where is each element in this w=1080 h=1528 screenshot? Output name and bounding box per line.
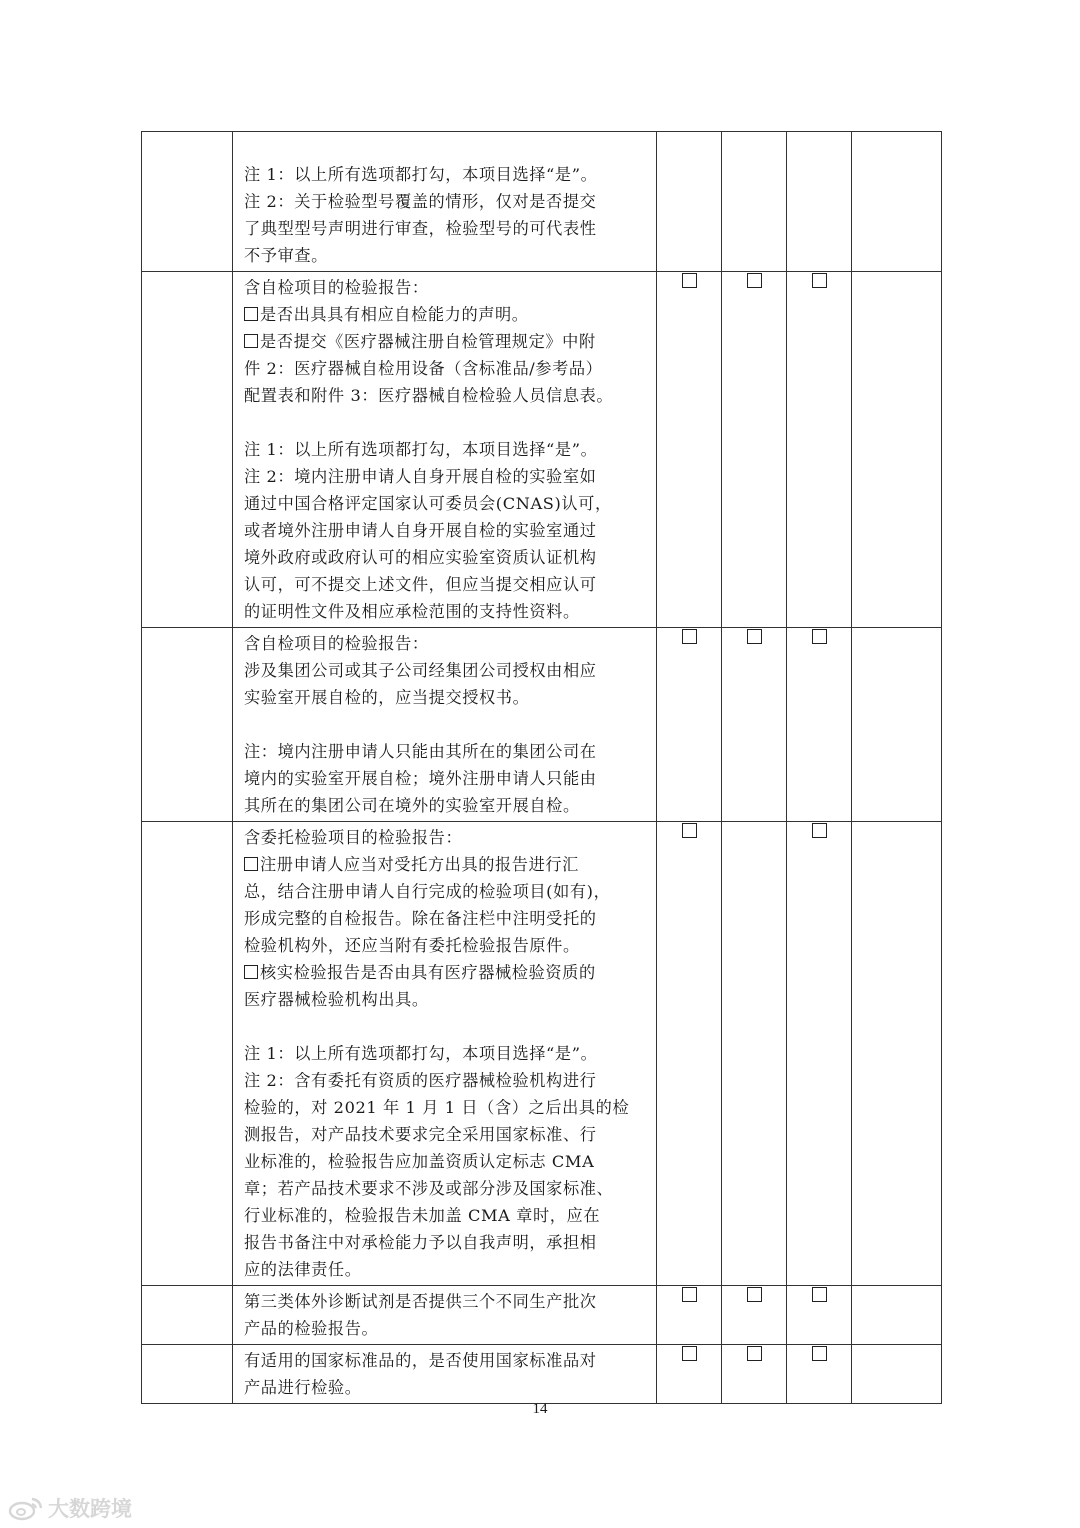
requirement-text: 形成完整的自检报告。除在备注栏中注明受托的: [244, 909, 597, 928]
requirement-line: [244, 1175, 647, 1202]
remarks-cell: [852, 1345, 942, 1404]
requirement-line: [244, 630, 647, 657]
remarks-cell: [852, 1286, 942, 1345]
requirement-text: 医疗器械检验机构出具。: [244, 990, 429, 1009]
checkbox[interactable]: [812, 1287, 827, 1302]
requirement-line: [244, 738, 647, 765]
requirement-text: 有适用的国家标准品的，是否使用国家标准品对: [244, 1351, 597, 1370]
no-checkbox-cell: [722, 822, 787, 1286]
checkbox[interactable]: [747, 1346, 762, 1361]
requirement-text: 了典型型号声明进行审查，检验型号的可代表性: [244, 219, 597, 238]
requirement-line: [244, 711, 647, 738]
yes-checkbox-cell: [657, 1286, 722, 1345]
requirement-text: 含自检项目的检验报告：: [244, 278, 429, 297]
table-row: [142, 628, 942, 822]
page-number: 14: [532, 1401, 548, 1417]
requirement-line: [244, 1148, 647, 1175]
requirement-text: 注 1：以上所有选项都打勾，本项目选择“是”。: [244, 1044, 598, 1063]
requirement-line: [244, 1288, 647, 1315]
yes-checkbox-cell: [657, 272, 722, 628]
requirement-text: 或者境外注册申请人自身开展自检的实验室通过: [244, 521, 597, 540]
requirement-line: [244, 1229, 647, 1256]
no-checkbox-cell: [722, 628, 787, 822]
requirement-text: 配置表和附件 3：医疗器械自检检验人员信息表。: [244, 386, 614, 405]
requirement-text: 境外政府或政府认可的相应实验室资质认证机构: [244, 548, 597, 567]
requirement-line: [244, 1315, 647, 1342]
requirement-text: 测报告，对产品技术要求完全采用国家标准、行: [244, 1125, 597, 1144]
checkbox[interactable]: [812, 629, 827, 644]
requirement-line: [244, 684, 647, 711]
requirement-line: [244, 878, 647, 905]
table-row: [142, 272, 942, 628]
requirement-text: 境内的实验室开展自检；境外注册申请人只能由: [244, 769, 597, 788]
requirement-text: 注 1：以上所有选项都打勾，本项目选择“是”。: [244, 165, 598, 184]
requirement-line: [244, 959, 647, 986]
no-checkbox-cell: [722, 272, 787, 628]
category-cell: [142, 272, 233, 628]
no-checkbox-cell: [722, 132, 787, 272]
requirement-line: [244, 328, 647, 355]
category-cell: [142, 1345, 233, 1404]
watermark: [8, 1493, 132, 1523]
requirement-text: 注 2：关于检验型号覆盖的情形，仅对是否提交: [244, 192, 597, 211]
requirement-line: [244, 463, 647, 490]
checkbox[interactable]: [682, 823, 697, 838]
requirement-text: 涉及集团公司或其子公司经集团公司授权由相应: [244, 661, 597, 680]
remarks-cell: [852, 272, 942, 628]
requirement-text: 产品的检验报告。: [244, 1319, 379, 1338]
requirement-text: 核实检验报告是否由具有医疗器械检验资质的: [260, 963, 596, 982]
requirement-line: [244, 792, 647, 819]
table-row: [142, 132, 942, 272]
requirement-line: [244, 274, 647, 301]
requirement-text: 件 2：医疗器械自检用设备（含标准品/参考品）: [244, 359, 603, 378]
na-checkbox-cell: [787, 1286, 852, 1345]
requirement-line: [244, 242, 647, 269]
requirement-cell: [233, 132, 657, 272]
requirement-line: [244, 1067, 647, 1094]
requirement-text: 第三类体外诊断试剂是否提供三个不同生产批次: [244, 1292, 597, 1311]
requirement-line: [244, 409, 647, 436]
requirement-text: 业标准的，检验报告应加盖资质认定标志 CMA: [244, 1152, 595, 1171]
weibo-logo-icon: [8, 1495, 44, 1521]
requirement-line: [244, 986, 647, 1013]
requirement-line: [244, 188, 647, 215]
remarks-cell: [852, 822, 942, 1286]
requirement-text: 应的法律责任。: [244, 1260, 362, 1279]
category-cell: [142, 1286, 233, 1345]
table-row: [142, 1345, 942, 1404]
requirement-line: [244, 598, 647, 625]
na-checkbox-cell: [787, 132, 852, 272]
requirement-cell: [233, 1286, 657, 1345]
requirement-line: [244, 1347, 647, 1374]
checkbox[interactable]: [812, 273, 827, 288]
checkbox[interactable]: [747, 1287, 762, 1302]
na-checkbox-cell: [787, 628, 852, 822]
requirement-cell: [233, 1345, 657, 1404]
checkbox[interactable]: [747, 629, 762, 644]
requirement-line: [244, 657, 647, 684]
requirement-line: [244, 355, 647, 382]
requirement-text: 总，结合注册申请人自行完成的检验项目(如有)，: [244, 882, 611, 901]
requirement-text: 通过中国合格评定国家认可委员会(CNAS)认可，: [244, 494, 612, 513]
checkbox[interactable]: [682, 273, 697, 288]
requirement-line: [244, 436, 647, 463]
na-checkbox-cell: [787, 1345, 852, 1404]
requirement-line: [244, 1121, 647, 1148]
requirement-line: [244, 1202, 647, 1229]
na-checkbox-cell: [787, 272, 852, 628]
requirement-text: 产品进行检验。: [244, 1378, 362, 1397]
requirement-text: 注 2：含有委托有资质的医疗器械检验机构进行: [244, 1071, 597, 1090]
requirement-text: 检验机构外，还应当附有委托检验报告原件。: [244, 936, 580, 955]
review-checklist-table: [141, 131, 942, 1404]
category-cell: [142, 132, 233, 272]
requirement-cell: [233, 272, 657, 628]
no-checkbox-cell: [722, 1345, 787, 1404]
yes-checkbox-cell: [657, 132, 722, 272]
remarks-cell: [852, 132, 942, 272]
requirement-line: [244, 932, 647, 959]
requirement-line: [244, 544, 647, 571]
yes-checkbox-cell: [657, 1345, 722, 1404]
category-cell: [142, 822, 233, 1286]
inline-checkbox[interactable]: [244, 307, 258, 321]
table-row: [142, 822, 942, 1286]
checkbox[interactable]: [812, 823, 827, 838]
na-checkbox-cell: [787, 822, 852, 1286]
watermark-text: 大数跨境: [48, 1497, 132, 1521]
requirement-line: [244, 301, 647, 328]
requirement-line: [244, 517, 647, 544]
requirement-text: 注 2：境内注册申请人自身开展自检的实验室如: [244, 467, 597, 486]
requirement-line: [244, 1040, 647, 1067]
requirement-text: 其所在的集团公司在境外的实验室开展自检。: [244, 796, 580, 815]
requirement-line: [244, 571, 647, 598]
requirement-line: [244, 824, 647, 851]
requirement-line: [244, 765, 647, 792]
checkbox[interactable]: [682, 1346, 697, 1361]
no-checkbox-cell: [722, 1286, 787, 1345]
requirement-text: 注 1：以上所有选项都打勾，本项目选择“是”。: [244, 440, 598, 459]
requirement-text: 认可，可不提交上述文件，但应当提交相应认可: [244, 575, 597, 594]
requirement-text: 是否出具具有相应自检能力的声明。: [260, 305, 529, 324]
requirement-text: 报告书备注中对承检能力予以自我声明，承担相: [244, 1233, 597, 1252]
requirement-line: [244, 161, 647, 188]
inline-checkbox[interactable]: [244, 334, 258, 348]
requirement-text: 不予审查。: [244, 246, 328, 265]
requirement-text: 检验的，对 2021 年 1 月 1 日（含）之后出具的检: [244, 1098, 630, 1117]
requirement-line: [244, 1374, 647, 1401]
inline-checkbox[interactable]: [244, 965, 258, 979]
checkbox[interactable]: [682, 1287, 697, 1302]
requirement-line: [244, 905, 647, 932]
yes-checkbox-cell: [657, 822, 722, 1286]
requirement-line: [244, 851, 647, 878]
checkbox[interactable]: [812, 1346, 827, 1361]
requirement-line: [244, 382, 647, 409]
requirement-text: 章；若产品技术要求不涉及或部分涉及国家标准、: [244, 1179, 614, 1198]
yes-checkbox-cell: [657, 628, 722, 822]
requirement-line: [244, 1256, 647, 1283]
requirement-cell: [233, 628, 657, 822]
remarks-cell: [852, 628, 942, 822]
table-row: [142, 1286, 942, 1345]
requirement-line: [244, 1013, 647, 1040]
checkbox[interactable]: [682, 629, 697, 644]
requirement-text: 行业标准的，检验报告未加盖 CMA 章时，应在: [244, 1206, 601, 1225]
requirement-text: 实验室开展自检的，应当提交授权书。: [244, 688, 530, 707]
requirement-text: 的证明性文件及相应承检范围的支持性资料。: [244, 602, 580, 621]
requirement-text: 注册申请人应当对受托方出具的报告进行汇: [260, 855, 579, 874]
inline-checkbox[interactable]: [244, 857, 258, 871]
requirement-cell: [233, 822, 657, 1286]
category-cell: [142, 628, 233, 822]
requirement-line: [244, 490, 647, 517]
requirement-line: [244, 134, 647, 161]
requirement-text: 是否提交《医疗器械注册自检管理规定》中附: [260, 332, 596, 351]
checkbox[interactable]: [747, 273, 762, 288]
requirement-line: [244, 215, 647, 242]
requirement-text: 注：境内注册申请人只能由其所在的集团公司在: [244, 742, 597, 761]
requirement-text: 含委托检验项目的检验报告：: [244, 828, 463, 847]
requirement-line: [244, 1094, 647, 1121]
requirement-text: 含自检项目的检验报告：: [244, 634, 429, 653]
